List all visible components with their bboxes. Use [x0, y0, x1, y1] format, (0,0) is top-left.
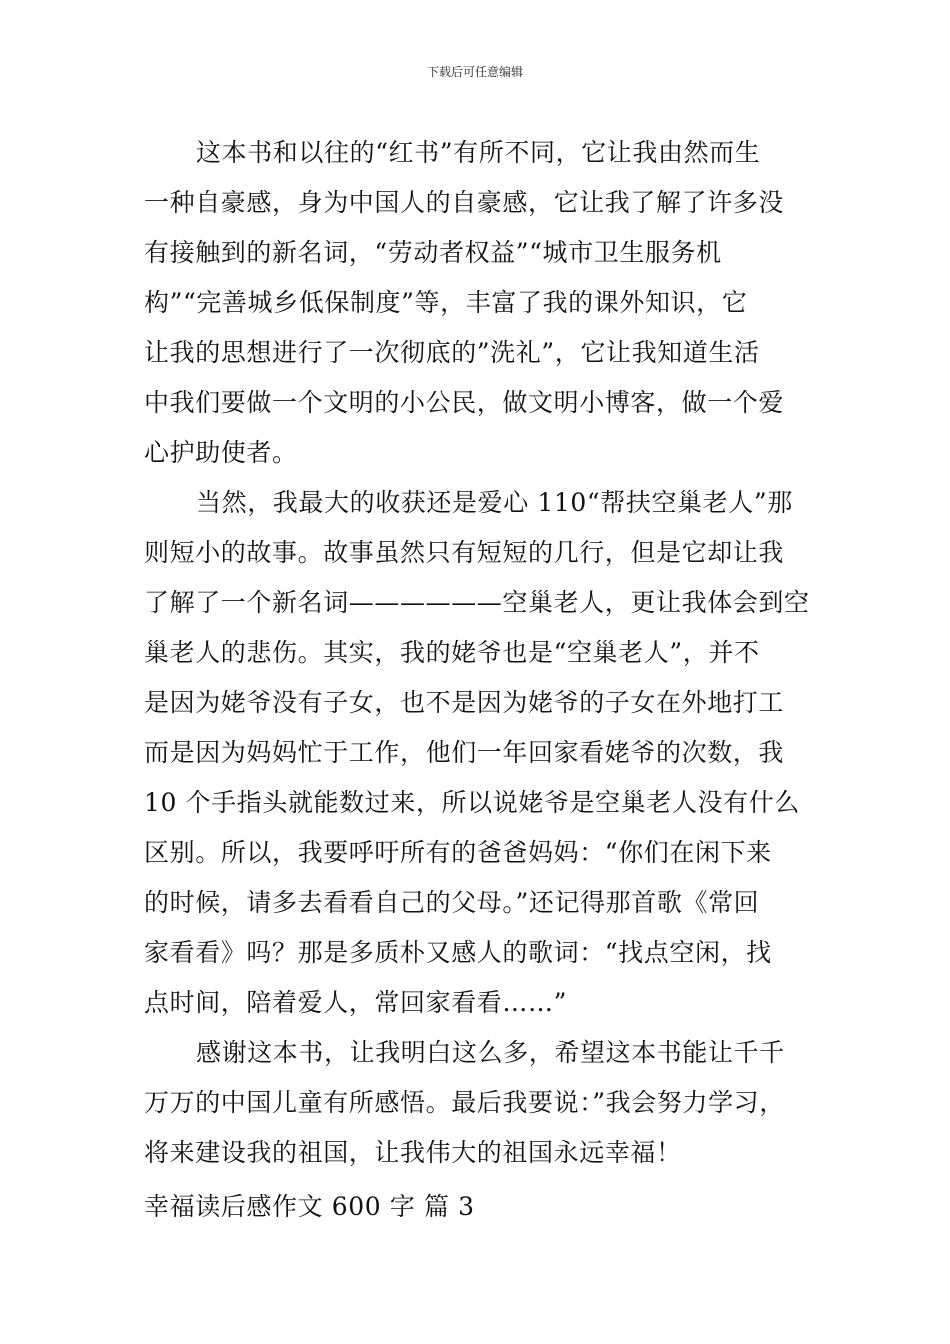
paragraph-line: 心护助使者。: [144, 438, 298, 467]
paragraph-line: 了解了一个新名词——————空巢老人，更让我体会到空: [144, 588, 810, 617]
paragraph-line: 感谢这本书，让我明白这么多，希望这本书能让千千: [196, 1038, 785, 1067]
paragraph-line: 区别。所以，我要呼吁所有的爸爸妈妈：“你们在闲下来: [144, 838, 772, 867]
paragraph-line: 而是因为妈妈忙于工作，他们一年回家看姥爷的次数，我: [144, 738, 785, 767]
paragraph-line: 巢老人的悲伤。其实，我的姥爷也是“空巢老人”，并不: [144, 638, 760, 667]
paragraph-line: 的时候，请多去看看自己的父母。”还记得那首歌《常回: [144, 888, 760, 917]
paragraph-line: 构”“完善城乡低保制度”等，丰富了我的课外知识，它: [144, 288, 748, 317]
paragraph-2: [144, 478, 824, 1028]
paragraph-line: 这本书和以往的“红书”有所不同，它让我由然而生: [196, 138, 761, 167]
paragraph-line: 10 个手指头就能数过来，所以说姥爷是空巢老人没有什么: [144, 788, 800, 817]
paragraph-line: 万万的中国儿童有所感悟。最后我要说：”我会努力学习，: [144, 1088, 785, 1117]
paragraph-line: 是因为姥爷没有子女，也不是因为姥爷的子女在外地打工: [144, 688, 785, 717]
paragraph-1: [144, 128, 824, 478]
paragraph-line: 则短小的故事。故事虽然只有短短的几行，但是它却让我: [144, 538, 785, 567]
paragraph-line: 点时间，陪着爱人，常回家看看……”: [144, 988, 567, 1017]
paragraph-line: 当然，我最大的收获还是爱心 110“帮扶空巢老人”那: [196, 488, 793, 517]
paragraph-line: 一种自豪感，身为中国人的自豪感，它让我了解了许多没: [144, 188, 785, 217]
paragraph-line: 家看看》吗？那是多质朴又感人的歌词：“找点空闲，找: [144, 938, 772, 967]
paragraph-line: 中我们要做一个文明的小公民，做文明小博客，做一个爱: [144, 388, 785, 417]
page-header: 下载后可任意编辑: [426, 65, 523, 79]
paragraph-line: 让我的思想进行了一次彻底的”洗礼”，它让我知道生活: [144, 338, 760, 367]
document-body: [144, 128, 824, 1232]
paragraph-3: [144, 1028, 824, 1178]
paragraph-line: 有接触到的新名词，“劳动者权益”“城市卫生服务机: [144, 238, 722, 267]
section-title: 幸福读后感作文 600 字 篇 3: [144, 1192, 475, 1221]
paragraph-line: 将来建设我的祖国，让我伟大的祖国永远幸福！: [144, 1138, 682, 1167]
